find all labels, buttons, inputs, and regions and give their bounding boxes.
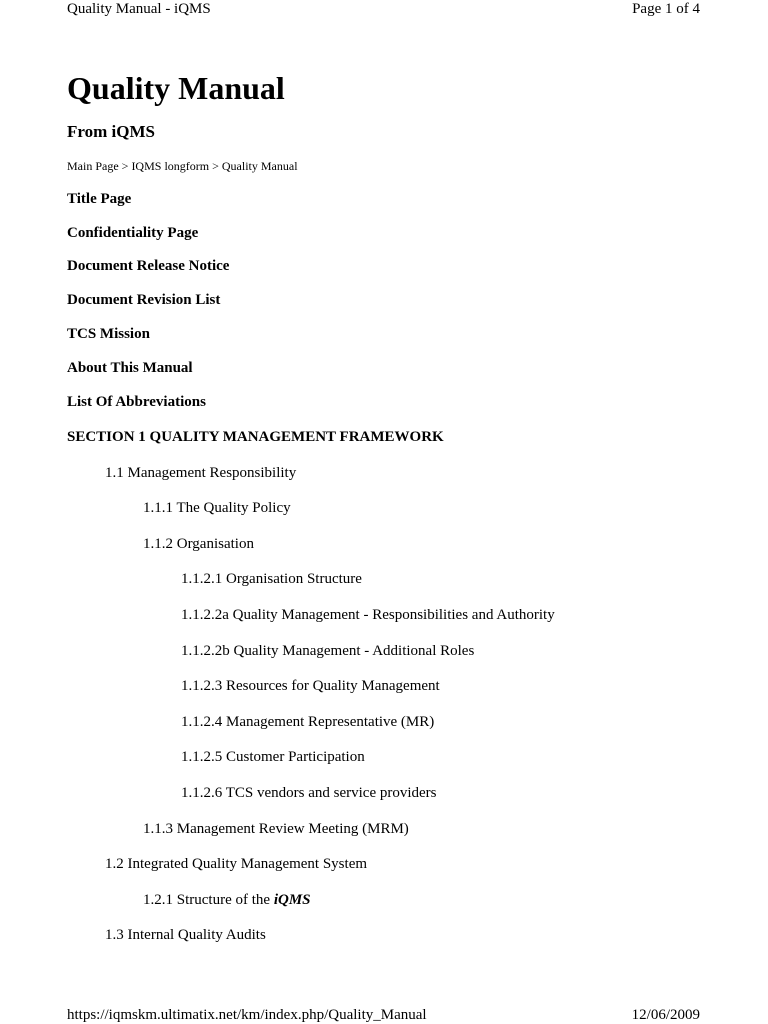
toc-item-1-1-1[interactable]: 1.1.1 The Quality Policy (143, 500, 291, 516)
toc-document-revision-list[interactable]: Document Revision List (67, 292, 221, 308)
breadcrumb-separator: > (121, 159, 129, 173)
breadcrumb-current: Quality Manual (221, 159, 298, 173)
toc-item-1-1-2[interactable]: 1.1.2 Organisation (143, 536, 254, 552)
page-title: Quality Manual (67, 70, 285, 106)
toc-item-1-1-2-5[interactable]: 1.1.2.5 Customer Participation (181, 749, 365, 765)
toc-title-page[interactable]: Title Page (67, 191, 132, 207)
breadcrumb-main-page[interactable]: Main Page (67, 159, 119, 173)
toc-item-1-1-2-2a[interactable]: 1.1.2.2a Quality Management - Responsibilities and Authority (181, 607, 555, 623)
toc-list-of-abbreviations[interactable]: List Of Abbreviations (67, 394, 206, 410)
breadcrumb-separator: > (212, 159, 219, 173)
page-subtitle: From iQMS (67, 122, 155, 141)
toc-item-label: 1.2.1 Structure of the (143, 892, 274, 908)
toc-item-1-2[interactable]: 1.2 Integrated Quality Management System (105, 856, 368, 872)
toc-item-1-1-2-3[interactable]: 1.1.2.3 Resources for Quality Management (181, 678, 440, 694)
toc-item-1-2-1[interactable] (143, 891, 311, 909)
print-footer-url: https://iqmskm.ultimatix.net/km/index.php/Quality_Manual (67, 1007, 427, 1023)
toc-section-1[interactable]: SECTION 1 QUALITY MANAGEMENT FRAMEWORK (67, 429, 444, 445)
toc-about-this-manual[interactable]: About This Manual (67, 360, 193, 376)
breadcrumb (67, 158, 298, 174)
toc-item-1-1-2-1[interactable]: 1.1.2.1 Organisation Structure (181, 571, 362, 587)
toc-document-release-notice[interactable]: Document Release Notice (67, 258, 230, 274)
print-footer-date: 12/06/2009 (631, 1007, 700, 1023)
toc-confidentiality-page[interactable]: Confidentiality Page (67, 225, 199, 241)
print-header-title: Quality Manual - iQMS (67, 1, 211, 17)
toc-item-1-1-2-2b[interactable]: 1.1.2.2b Quality Management - Additional Roles (181, 643, 475, 659)
breadcrumb-iqms-longform[interactable]: IQMS longform (131, 159, 210, 173)
toc-item-1-3[interactable]: 1.3 Internal Quality Audits (105, 927, 266, 943)
toc-item-1-1[interactable]: 1.1 Management Responsibility (105, 465, 297, 481)
print-page-indicator: Page 1 of 4 (632, 1, 700, 17)
toc-item-1-1-3[interactable]: 1.1.3 Management Review Meeting (MRM) (143, 821, 409, 837)
toc-item-emphasis: iQMS (273, 892, 311, 908)
toc-tcs-mission[interactable]: TCS Mission (67, 326, 150, 342)
toc-item-1-1-2-6[interactable]: 1.1.2.6 TCS vendors and service providers (181, 785, 437, 801)
toc-item-1-1-2-4[interactable]: 1.1.2.4 Management Representative (MR) (181, 714, 435, 730)
